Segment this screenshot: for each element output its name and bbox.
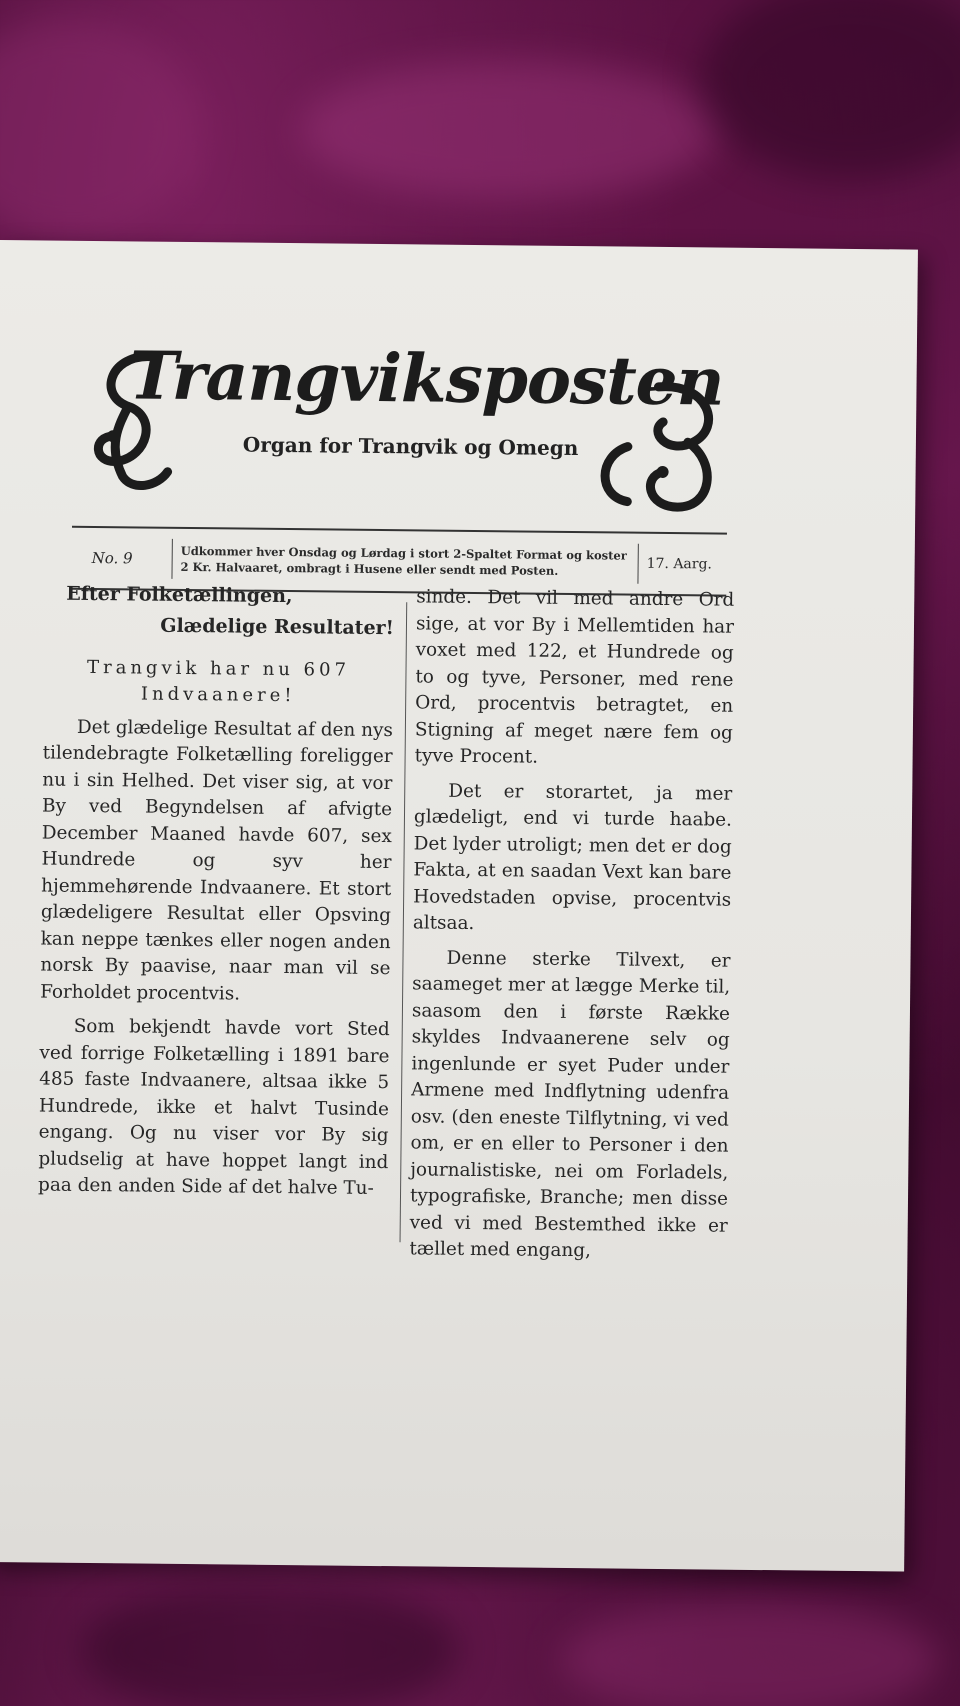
article-paragraph: sinde. Det vil med andre Ord sige, at vor By i Mellemtiden har voxet med 122, et Hundrede og to og tyve, Personer, med rene Ord, procentvis betragtet, en Stigning af meget nære fem og tyve Procent. xyxy=(414,586,735,768)
article-column-right xyxy=(409,584,734,1274)
fabric-fold xyxy=(80,1580,460,1706)
article-paragraph: Denne sterke Tilvext, er saameget mer at lægge Merke til, saasom den i første Række skyldes Indvaanerene selv og ingenlunde er syet Puder under Armene med Indflytning udenfra osv. (den eneste Tilflytning, vi ved om, er en eller to Personer i den journalistiske, nei om Forladels, typografiske, Branche; men disse ved vi med Bestemthed ikke er tællet med engang, xyxy=(409,947,731,1262)
masthead-subtitle: Organ for Trangvik og Omegn xyxy=(242,432,579,461)
article-paragraph: Som bekjendt havde vort Sted ved forrige Folketælling i 1891 bare 485 faste Indvaanere, altsaa ikke 5 Hundrede, ikke et halvt Tusinde engang. Og nu viser vor By sig pludselig at have hoppet langt ind paa den anden Side af det halve Tu- xyxy=(37,1015,390,1199)
article-subhead: Trangvik har nu 607 Indvaanere! xyxy=(86,656,351,706)
fabric-fold xyxy=(300,60,720,200)
article-headline-line2: Glædelige Resultater! xyxy=(160,614,395,640)
volume-year: 17. Aarg. xyxy=(637,544,726,585)
issue-number: No. 9 xyxy=(71,538,172,579)
article-column-left xyxy=(38,580,395,1210)
newspaper-page xyxy=(0,240,918,1572)
masthead-title: Trangviksposten xyxy=(128,336,725,421)
article-headline-line1: Efter Folketællingen, xyxy=(66,582,293,608)
article-paragraph: Det er storartet, ja mer glædeligt, end vi turde haabe. Det lyder utroligt; men det er dog Fakta, at en saadan Vext kan bare Hovedstaden opvise, procentvis altsaa. xyxy=(412,780,733,935)
fabric-fold xyxy=(700,0,960,180)
masthead xyxy=(87,336,729,533)
fabric-fold xyxy=(0,20,200,240)
article-paragraph: Det glædelige Resultat af den nys tilendebragte Folketælling foreligger nu i sin Helhed. Det viser sig, at vor By ved Begyndelsen af afvigte December Maaned havde 607, sex Hundrede og syv her hjemmehørende Indvaanere. Et stort glædeligere Resultat eller Opsving kan neppe tænkes eller nogen anden norsk By paavise, naar man vil se Forholdet procentvis. xyxy=(40,716,393,1005)
flourish-right-ornament xyxy=(587,376,728,517)
subscription-notice: Udkommer hver Onsdag og Lørdag i stort 2-Spaltet Format og koster 2 Kr. Halvaaret, ombragt i Husene eller sendt med Posten. xyxy=(180,543,627,578)
fabric-fold xyxy=(560,1600,940,1706)
column-divider xyxy=(400,602,408,1242)
